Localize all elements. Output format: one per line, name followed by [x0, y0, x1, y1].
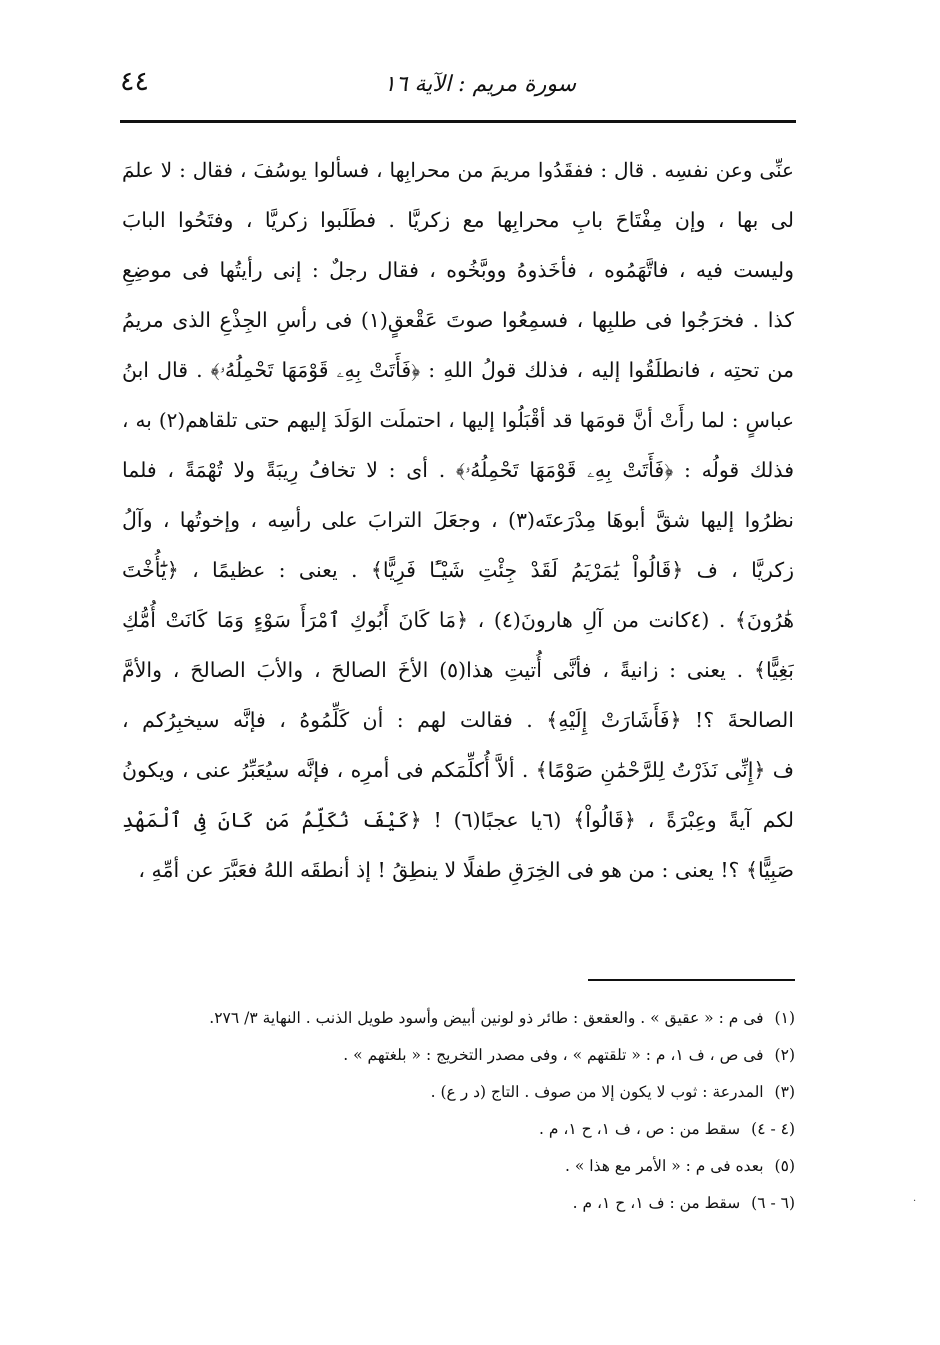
footnote: [150, 1037, 795, 1074]
edge-mark: ·: [913, 1196, 917, 1207]
footnote-text: فى م : « عقيق » . والعقعق : طائر ذو لونين أبيض وأسود طويل الذنب . النهاية ٣/ ٢٧٦.: [209, 1009, 764, 1027]
text-line: زكريَّا ، ف ﴿قَالُواْ يَٰمَرْيَمُ لَقَدْ جِئْتِ شَيْـًٔا فَرِيًّا﴾ . يعنى : عظيمًا ، ﴿يَٰٓأُخْتَ: [122, 558, 794, 582]
footnote: [150, 1185, 795, 1222]
text-line: صَبِيًّا﴾ ؟! يعنى : من هو فى الخِرَقِ طفلًا لا ينطِقُ ! إذ أنطقَه اللهُ فعَبَّرَ عن أمِّهِ ،: [138, 858, 794, 882]
page-number: ٤٤: [120, 66, 150, 97]
footnote-text: سقط من : ف ١، ح ١، م .: [572, 1194, 741, 1212]
text-line: الصالحةَ ؟! ﴿فَأَشَارَتْ إِلَيْهِ﴾ . فقالت لهم : أن كَلِّمُوهُ ، فإنَّه سيخبِرُكم ،: [122, 708, 794, 732]
footnote-number: (١): [774, 1009, 795, 1027]
footnote-text: المدرعة : ثوب لا يكون إلا من صوف . التاج (د ر ع) .: [430, 1083, 764, 1101]
text-line: نظرُوا إليها شقَّ أبوهَا مِدْرَعتَه(٣) ، وجعَلَ الترابَ على رأسِه ، وإخوتُها ، وآلُ: [122, 508, 794, 532]
footnote-number: (٣): [774, 1083, 795, 1101]
text-line: هَٰرُونَ﴾ . (٤كانت من آلِ هارونَ(٤) ، ﴿مَا كَانَ أَبُوكِ ٱمْرَأَ سَوْءٍ وَمَا كَانَتْ أُمُّكِ: [122, 608, 794, 632]
header-rule: [120, 120, 796, 123]
text-line: ف ﴿إِنِّى نَذَرْتُ لِلرَّحْمَٰنِ صَوْمًا﴾ . ألاَّ أُكلِّمَكم فى أمرِه ، فإنَّه سيُعَبِّرُ عنى ، ويكونُ: [122, 758, 794, 782]
body-text: [122, 145, 794, 895]
footnote-number: (٤ - ٤): [751, 1120, 795, 1138]
footnote-number: (٢): [774, 1046, 795, 1064]
text-line: عباسٍ : لما رأَتْ أنَّ قومَها قد أقْبَلُوا إليها ، احتملَت الوَلَدَ إليهم حتى تلقاهم(٢) به ،: [122, 408, 794, 432]
text-line: وليست فيه ، فاتَّهَمُوه ، فأخَذوهُ ووبَّخُوه ، فقال رجلٌ : إنى رأيتُها فى موضِعِ: [122, 258, 794, 282]
footnote: [150, 1111, 795, 1148]
footnote-number: (٦ - ٦): [751, 1194, 795, 1212]
footnote-rule: [588, 979, 795, 981]
text-line: كذا . فخرَجُوا فى طلبِها ، فسمِعُوا صوتَ عَقْعقٍ(١) فى رأسِ الجِذْعِ الذى مريمُ: [122, 308, 794, 332]
text-line: لى بها ، وإن مِفْتَاحَ بابِ محرابِها مع زكريَّا . فطَلَبوا زكريَّا ، وفتَحُوا البابَ: [122, 208, 794, 232]
footnote: [150, 1000, 795, 1037]
text-line: لكم آيةً وعِبْرَةً ، ﴿قَالُواْ﴾ (٦يا عجبًا(٦) ! ﴿كَيْفَ نُكَلِّمُ مَن كَانَ فِى ٱلْمَهْدِ: [122, 808, 794, 832]
page-header: [120, 66, 795, 116]
running-title: سورة مريم : الآية ١٦: [383, 72, 577, 97]
footnote: [150, 1148, 795, 1185]
text-line: من تحتِه ، فانطلَقُوا إليه ، فذلك قولُ اللهِ : ﴿فَأَتَتْ بِهِۦ قَوْمَهَا تَحْمِلُهُۥ﴾ . قال ابنُ: [122, 358, 794, 382]
text-line: فذلك قولُه : ﴿فَأَتَتْ بِهِۦ قَوْمَهَا تَحْمِلُهُۥ﴾ . أى : لا تخافُ رِيبَةً ولا تُهْمَةً ، فلما: [122, 458, 794, 482]
footnote-number: (٥): [774, 1157, 795, 1175]
footnote-text: بعده فى م : « الأمر مع هذا » .: [565, 1157, 764, 1175]
footnote-text: فى ص ، ف ١، م : « تلقتهم » ، وفى مصدر التخريج : « بلغتهم » .: [343, 1046, 764, 1064]
text-line: بَغِيًّا﴾ . يعنى : زانيةً ، فأنَّى أُتيتِ هذا(٥) الأخَ الصالحَ ، والأبَ الصالحَ ، والأمَّ: [122, 658, 794, 682]
footnote-text: سقط من : ص ، ف ١، ح ١، م .: [539, 1120, 741, 1138]
text-line: عنِّى وعن نفسِه . قال : ففقَدُوا مريمَ من محرابِها ، فسألوا يوسُفَ ، فقال : لا علمَ: [122, 158, 794, 182]
footnote: [150, 1074, 795, 1111]
footnotes: [150, 1000, 795, 1222]
